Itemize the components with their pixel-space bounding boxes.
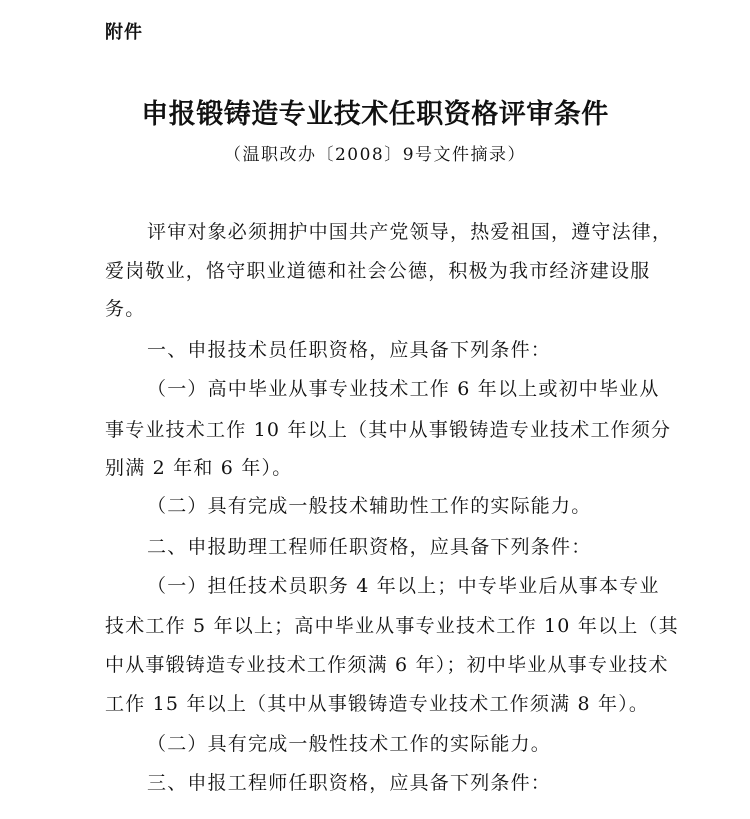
body-line: 务。 — [105, 298, 146, 320]
body-line: 一、申报技术员任职资格，应具备下列条件： — [147, 339, 552, 361]
body-line: 三、申报工程师任职资格，应具备下列条件： — [147, 772, 552, 794]
document-subtitle: （温职改办〔2008〕9号文件摘录） — [223, 145, 527, 165]
body-line: 技术工作 5 年以上；高中毕业从事专业技术工作 10 年以上（其 — [105, 615, 679, 637]
body-line: 中从事锻铸造专业技术工作须满 6 年）；初中毕业从事专业技术 — [105, 654, 669, 676]
attachment-label: 附件 — [105, 22, 143, 43]
body-line: 工作 15 年以上（其中从事锻铸造专业技术工作须满 8 年）。 — [105, 693, 650, 715]
body-line: 爱岗敬业，恪守职业道德和社会公德，积极为我市经济建设服 — [105, 260, 651, 282]
body-line: 二、申报助理工程师任职资格，应具备下列条件： — [147, 536, 592, 558]
body-line: （二）具有完成一般性技术工作的实际能力。 — [147, 733, 552, 755]
body-line: （一）担任技术员职务 4 年以上；中专毕业后从事本专业 — [147, 575, 660, 597]
body-line: 别满 2 年和 6 年）。 — [105, 457, 293, 479]
body-line: （一）高中毕业从事专业技术工作 6 年以上或初中毕业从 — [147, 378, 660, 400]
body-line: 事专业技术工作 10 年以上（其中从事锻铸造专业技术工作须分 — [105, 419, 672, 441]
document-title: 申报锻铸造专业技术任职资格评审条件 — [141, 99, 609, 130]
body-line: （二）具有完成一般技术辅助性工作的实际能力。 — [147, 495, 592, 517]
body-line: 评审对象必须拥护中国共产党领导，热爱祖国，遵守法律， — [147, 221, 673, 243]
